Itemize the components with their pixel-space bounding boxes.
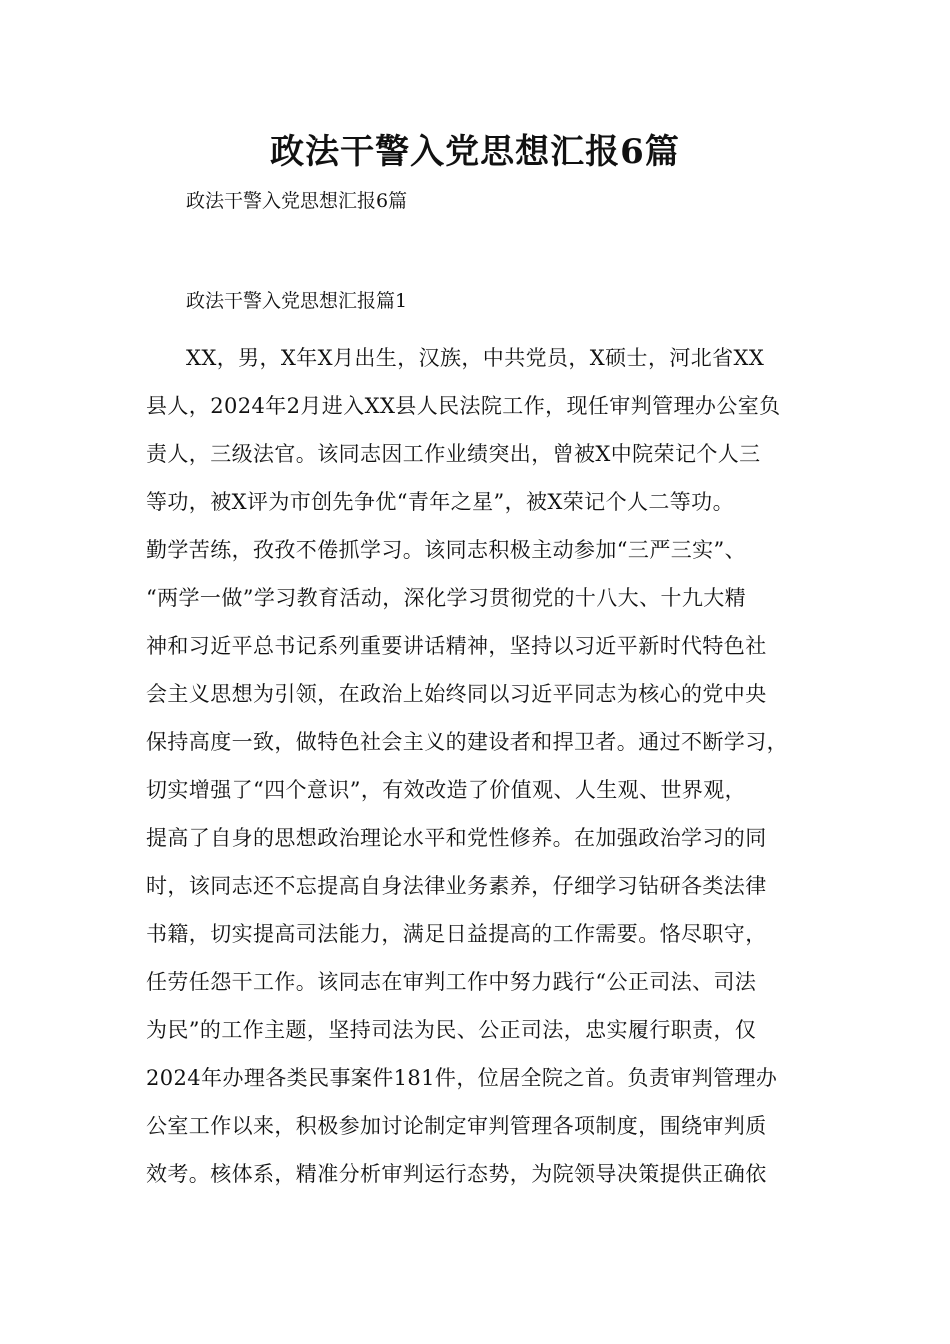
body-paragraph — [146, 334, 826, 1198]
section-heading: 政法干警入党思想汇报篇1 — [186, 290, 408, 312]
body-line: 神和习近平总书记系列重要讲话精神，坚持以习近平新时代特色社 — [146, 634, 767, 658]
body-line: 任劳任怨干工作。该同志在审判工作中努力践行“公正司法、司法 — [146, 970, 757, 994]
body-line: 效考。核体系，精准分析审判运行态势，为院领导决策提供正确依 — [146, 1162, 767, 1186]
body-line: 责人，三级法官。该同志因工作业绩突出，曾被X中院荣记个人三 — [146, 442, 761, 466]
body-line: 保持高度一致，做特色社会主义的建设者和捍卫者。通过不断学习， — [146, 730, 788, 754]
body-line: 县人，2024年2月进入XX县人民法院工作，现任审判管理办公室负 — [146, 394, 781, 418]
document-title: 政法干警入党思想汇报6篇 — [270, 132, 680, 172]
body-line: 等功，被X评为市创先争优“青年之星”，被X荣记个人二等功。 — [146, 490, 734, 514]
body-line: 切实增强了“四个意识”，有效改造了价值观、人生观、世界观， — [146, 778, 747, 802]
body-line: XX，男，X年X月出生，汉族，中共党员，X硕士，河北省XX — [186, 346, 765, 370]
body-line: 提高了自身的思想政治理论水平和党性修养。在加强政治学习的同 — [146, 826, 767, 850]
document-subtitle: 政法干警入党思想汇报6篇 — [186, 190, 408, 212]
body-line: 时，该同志还不忘提高自身法律业务素养，仔细学习钻研各类法律 — [146, 874, 767, 898]
body-line: “两学一做”学习教育活动，深化学习贯彻党的十八大、十九大精 — [146, 586, 747, 610]
body-line: 为民”的工作主题，坚持司法为民、公正司法，忠实履行职责，仅 — [146, 1018, 757, 1042]
body-line: 会主义思想为引领，在政治上始终同以习近平同志为核心的党中央 — [146, 682, 767, 706]
body-line: 2024年办理各类民事案件181件，位居全院之首。负责审判管理办 — [146, 1066, 778, 1090]
body-line: 勤学苦练，孜孜不倦抓学习。该同志积极主动参加“三严三实”、 — [146, 538, 747, 562]
body-line: 书籍，切实提高司法能力，满足日益提高的工作需要。恪尽职守， — [146, 922, 767, 946]
body-line: 公室工作以来，积极参加讨论制定审判管理各项制度，围绕审判质 — [146, 1114, 767, 1138]
